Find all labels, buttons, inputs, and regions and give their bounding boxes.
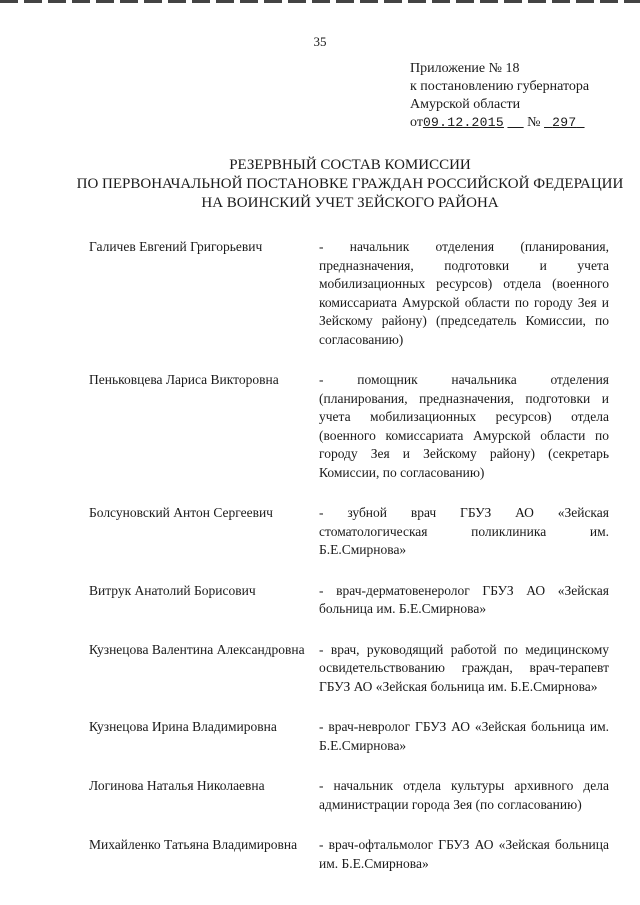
appendix-title: Приложение № 18 — [410, 61, 520, 76]
member-name: Логинова Наталья Николаевна — [89, 778, 265, 793]
member-role: - начальник отдела культуры архивного дела администрации города Зея (по согласованию) — [319, 778, 609, 812]
member-entry — [89, 504, 609, 560]
member-role: - помощник начальника отделения (планирования, предназначения, подготовки и учета мобилизационных ресурсов) отдела (военного комиссариата Амурской области по городу Зея и Зейскому району) (секретарь Комиссии, по согласованию) — [319, 372, 609, 480]
appendix-region: Амурской области — [410, 97, 521, 112]
appendix-block — [410, 60, 630, 132]
members-list — [89, 238, 609, 873]
member-name: Галичев Евгений Григорьевич — [89, 239, 263, 254]
member-entry — [89, 582, 609, 619]
document-heading — [70, 156, 630, 213]
member-name: Михайленко Татьяна Владимировна — [89, 837, 298, 852]
member-entry — [89, 641, 609, 697]
heading-line-2: ПО ПЕРВОНАЧАЛЬНОЙ ПОСТАНОВКЕ ГРАЖДАН РОССИЙСКОЙ ФЕДЕРАЦИИ — [76, 176, 624, 192]
decree-number: 297 — [552, 115, 577, 130]
member-name: Болсуновский Антон Сергеевич — [89, 505, 273, 520]
number-prefix: № — [527, 115, 541, 130]
date-prefix: от — [410, 115, 423, 130]
decree-date: 09.12.2015 — [422, 115, 504, 130]
member-role: - врач-невролог ГБУЗ АО «Зейская больница им. Б.Е.Смирнова» — [319, 719, 609, 753]
member-entry — [89, 836, 609, 873]
member-name: Витрук Анатолий Борисович — [89, 582, 256, 598]
member-entry — [89, 718, 609, 755]
appendix-reference: к постановлению губернатора — [410, 79, 590, 94]
member-role: - врач-дерматовенеролог ГБУЗ АО «Зейская больница им. Б.Е.Смирнова» — [319, 582, 609, 616]
member-name: Кузнецова Валентина Александровна — [89, 641, 305, 657]
scan-top-edge — [0, 0, 640, 3]
member-name: Пеньковцева Лариса Викторовна — [89, 372, 279, 387]
member-role: - врач-офтальмолог ГБУЗ АО «Зейская больница им. Б.Е.Смирнова» — [319, 837, 609, 871]
appendix-date-line — [410, 114, 630, 132]
page-number: 35 — [313, 34, 327, 49]
heading-line-3: НА ВОИНСКИЙ УЧЕТ ЗЕЙСКОГО РАЙОНА — [201, 195, 499, 211]
member-role: - зубной врач ГБУЗ АО «Зейская стоматологическая поликлиника им. Б.Е.Смирнова» — [319, 505, 609, 557]
member-role: - начальник отделения (планирования, предназначения, подготовки и учета мобилизационных ресурсов) отдела (военного комиссариата Амурской области по городу Зея и Зейскому району) (председатель Комиссии, по согласованию) — [319, 239, 609, 347]
member-entry — [89, 777, 609, 814]
heading-line-1: РЕЗЕРВНЫЙ СОСТАВ КОМИССИИ — [229, 157, 471, 173]
member-role: - врач, руководящий работой по медицинскому освидетельствованию граждан, врач-терапевт ГБУЗ АО «Зейская больница им. Б.Е.Смирнова» — [319, 641, 609, 694]
member-name: Кузнецова Ирина Владимировна — [89, 719, 277, 734]
member-entry — [89, 238, 609, 349]
member-entry — [89, 371, 609, 482]
